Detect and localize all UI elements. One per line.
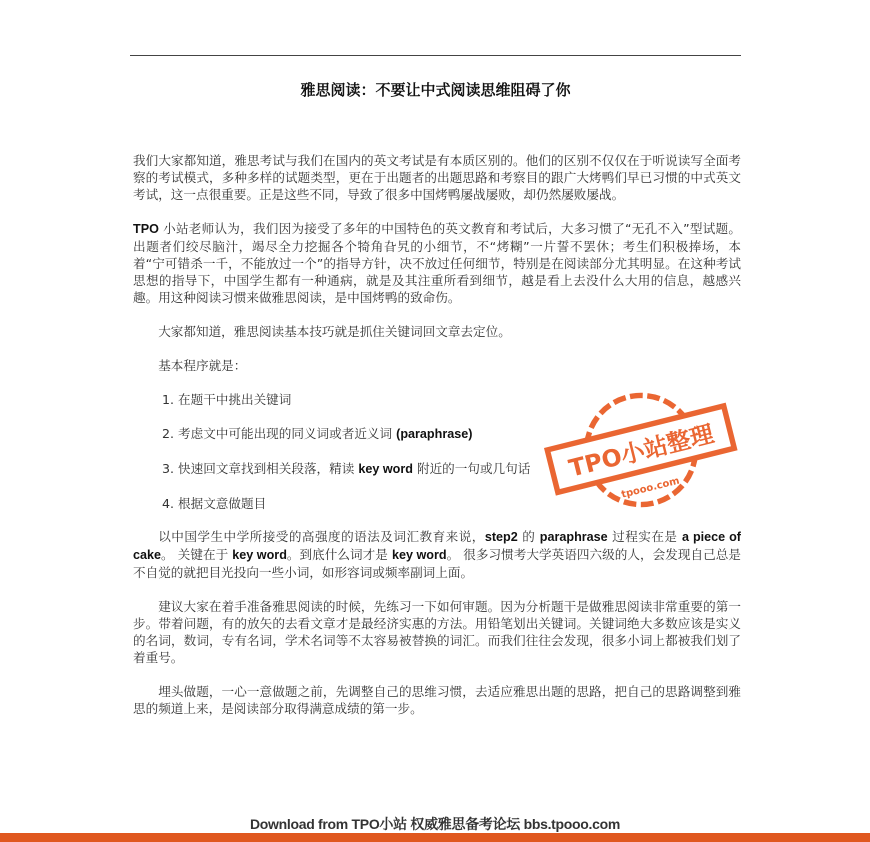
paragraph-3: 大家都知道，雅思阅读基本技巧就是抓住关键词回文章去定位。 [158, 324, 511, 339]
paragraph-1: 我们大家都知道，雅思考试与我们在国内的英文考试是有本质区别的。他们的区别不仅仅在于听说读写全面考察的考试模式，多种多样的试题类型，更在于出题者的出题思路和考察目的跟广大烤鸭们早已习惯的中式英文考试，这一点很重要。正是这些不同，导致了很多中国烤鸭屡战屡败，却仍然屡败屡战。 [133, 153, 741, 202]
step-3-text: 3. 快速回文章找到相关段落，精读 [162, 461, 355, 476]
steps-list [133, 391, 741, 512]
tpo-stamp-watermark [541, 385, 741, 515]
page-title: 雅思阅读：不要让中式阅读思维阻碍了你 [300, 81, 571, 99]
paragraph-2 [133, 220, 741, 306]
stamp-text: TPO小站整理 [566, 419, 717, 483]
step-2-text: 2. 考虑文中可能出现的同义词或者近义词 [162, 426, 393, 441]
paragraph-2-text: 小站老师认为，我们因为接受了多年的中国特色的英文教育和考试后，大多习惯了“无孔不入”型试题。出题者们绞尽脑汁，竭尽全力挖掘各个犄角旮旯的小细节，不“烤糊”一片誓不罢休；考生们积极捧场，本着“宁可错杀一千，不能放过一个”的指导方针，决不放过任何细节，特别是在阅读部分尤其明显。在这种考试思想的指导下，中国学生都有一种通病，就是及其注重所看到细节，越是看上去没什么大用的信息，越感兴趣。用这种阅读习惯来做雅思阅读，是中国烤鸭的致命伤。 [133, 221, 741, 305]
step-1: 1. 在题干中挑出关键词 [162, 392, 292, 407]
header-rule [130, 55, 741, 56]
footer-accent-bar [0, 833, 870, 842]
document-body [133, 152, 741, 734]
step-3-en: key word [358, 462, 413, 476]
step-2-en: (paraphrase) [396, 427, 473, 441]
footer-text: Download from TPO小站 权威雅思备考论坛 bbs.tpooo.com [249, 816, 621, 832]
paragraph-6: 建议大家在着手准备雅思阅读的时候，先练习一下如何审题。因为分析题干是做雅思阅读非常重要的第一步。带着问题，有的放矢的去看文章才是最经济实惠的方法。用铅笔划出关键词。关键词绝大多数应该是实义的名词，数词，专有名词，学术名词等不太容易被替换的词汇。而我们往往会发现，很多小词上都被我们划了着重号。 [133, 599, 741, 665]
paragraph-5: 以中国学生中学所接受的高强度的语法及词汇教育来说，step2 的 paraphrase 过程实在是 a piece of cake。 关键在于 key word。到底什么词才是 key word。 很多习惯考大学英语四六级的人，会发现自己总是不自觉的就把目光投向一些小词，如形容词或频率副词上面。 [133, 529, 742, 580]
step-4: 4. 根据文意做题目 [162, 496, 267, 511]
paragraph-7: 埋头做题，一心一意做题之前，先调整自己的思维习惯，去适应雅思出题的思路，把自己的思路调整到雅思的频道上来，是阅读部分取得满意成绩的第一步。 [133, 684, 741, 716]
paragraph-4: 基本程序就是： [158, 358, 247, 373]
step-3-text-b: 附近的一句或几句话 [416, 461, 531, 476]
tpo-label: TPO [133, 222, 159, 236]
stamp-subtext: tpooo.com [620, 475, 681, 501]
